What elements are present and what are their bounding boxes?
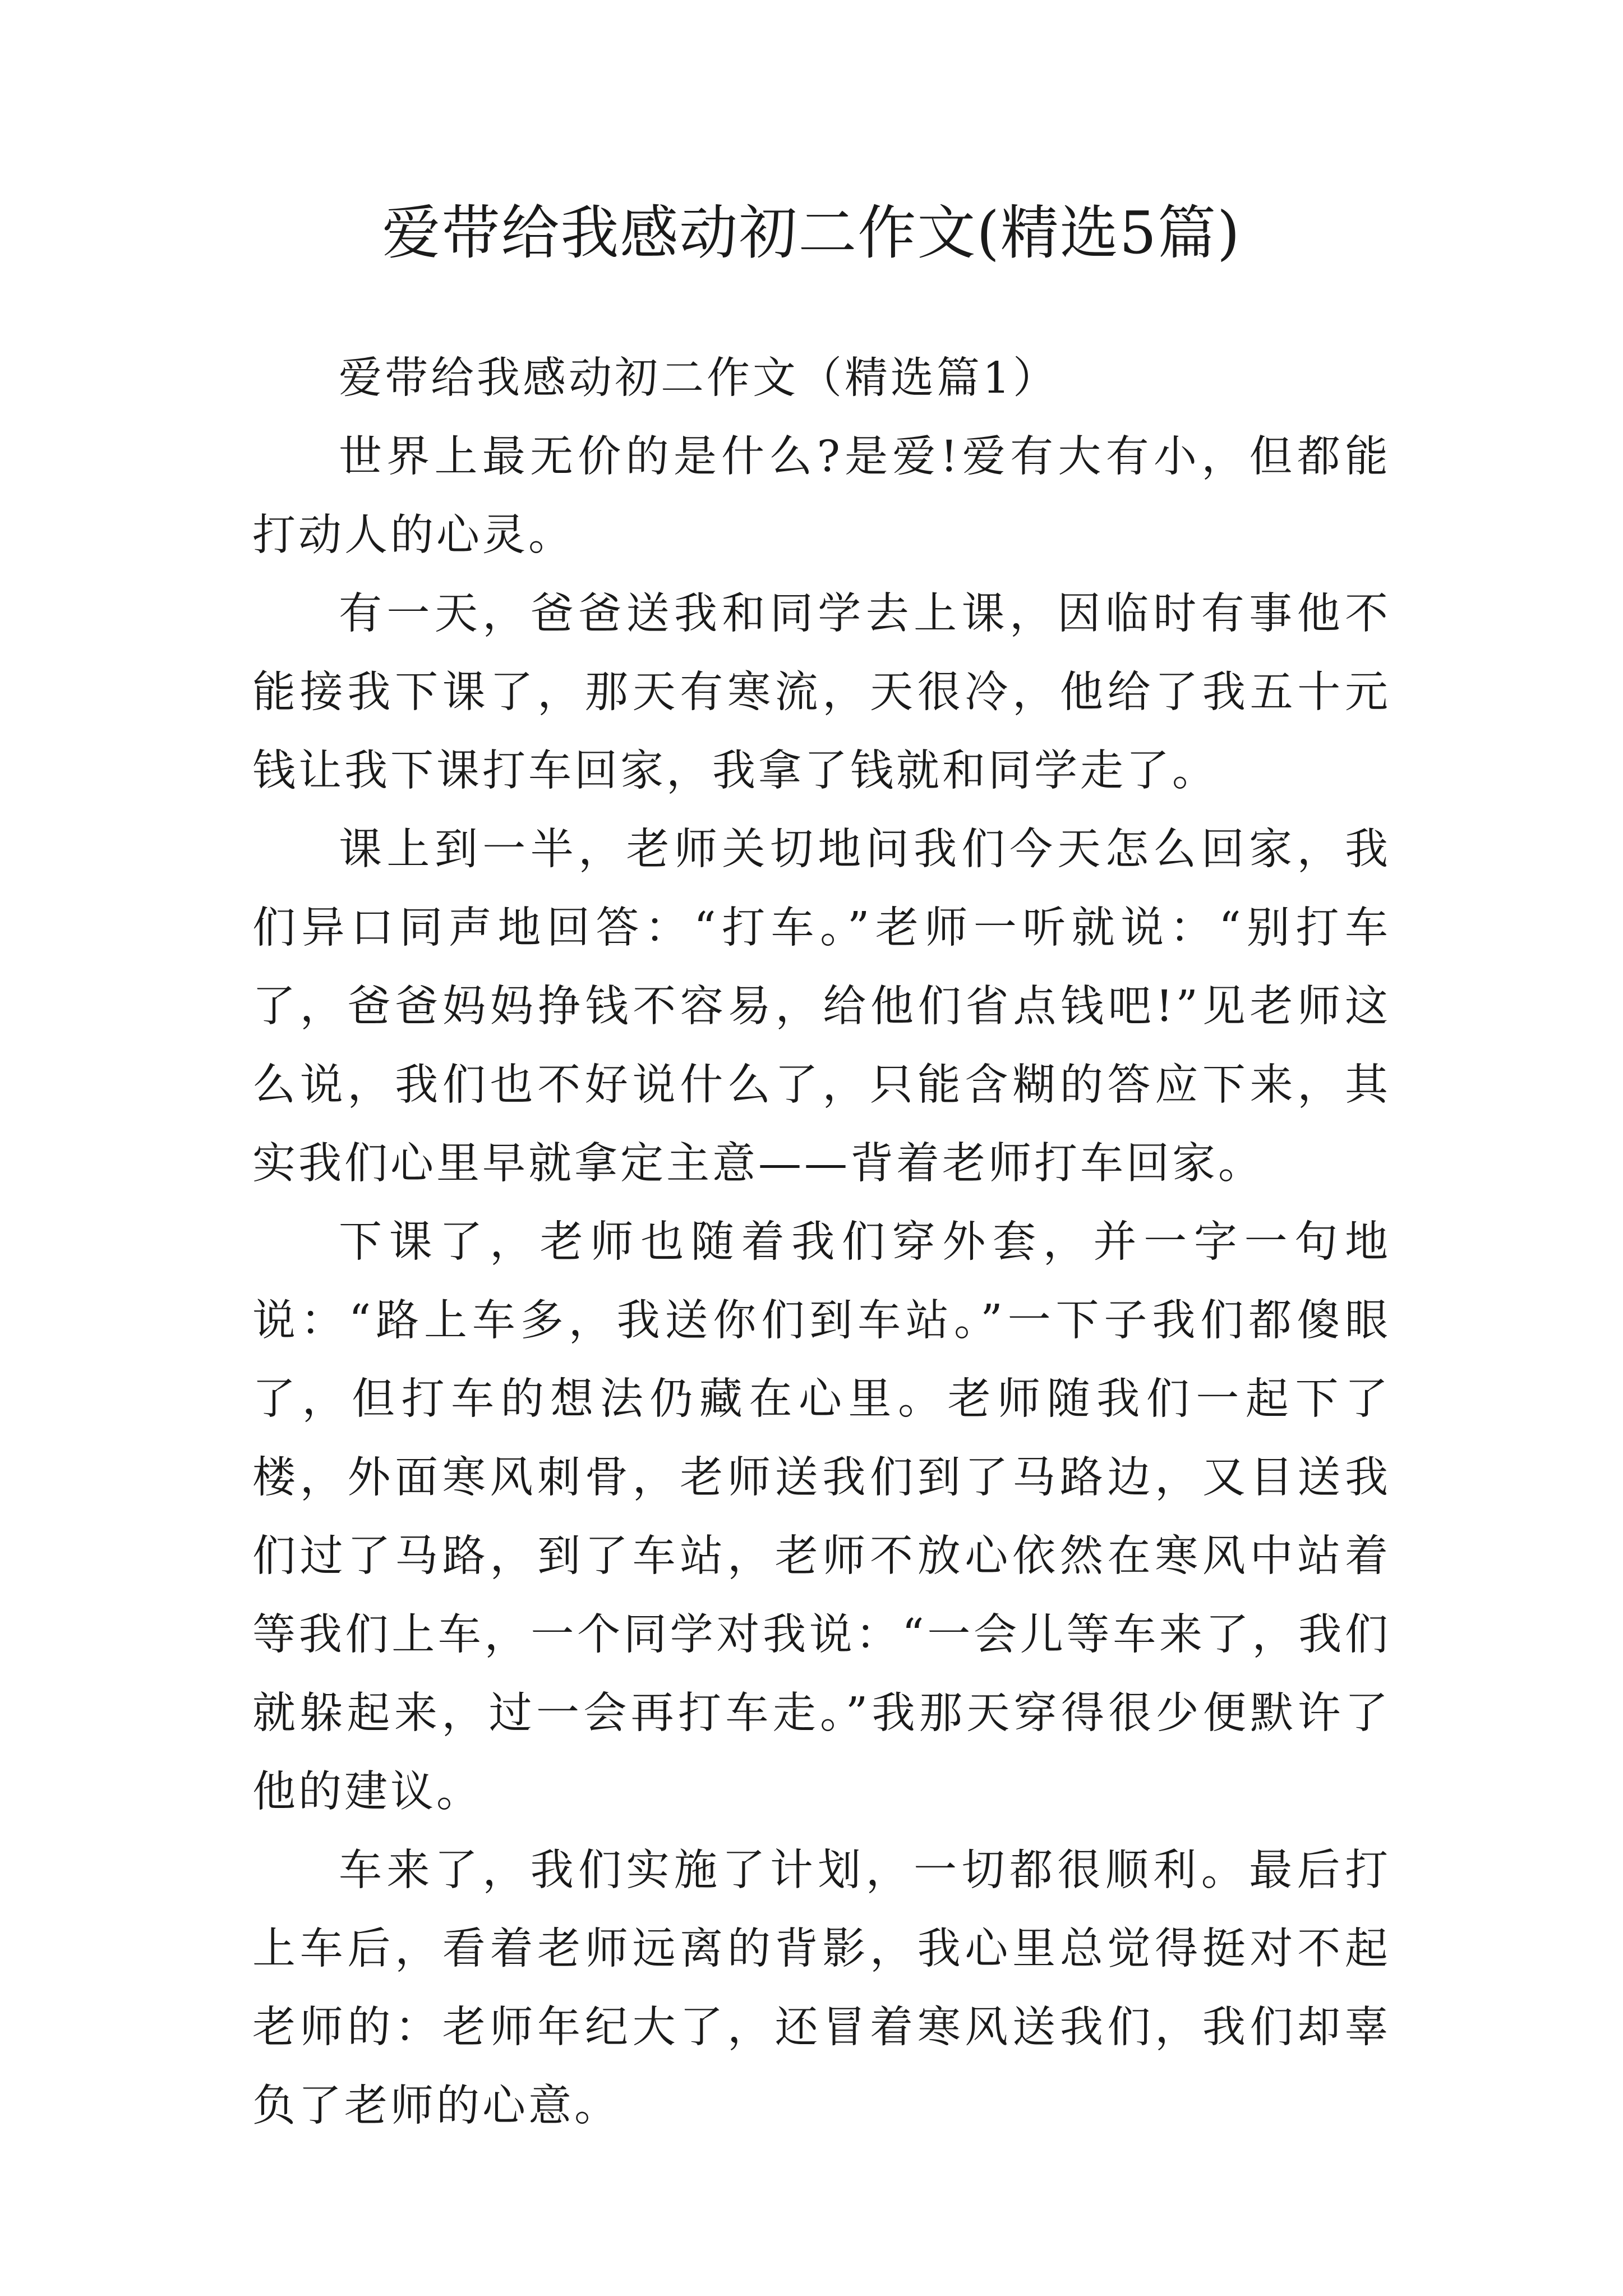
paragraph: 车来了，我们实施了计划，一切都很顺利。最后打上车后，看着老师远离的背影，我心里总觉得挺对不起老师的：老师年纪大了，还冒着寒风送我们，我们却辜负了老师的心意。 <box>252 1846 1391 2131</box>
paragraph: 下课了，老师也随着我们穿外套，并一字一句地说：“路上车多，我送你们到车站。”一下子我们都傻眼了，但打车的想法仍藏在心里。老师随我们一起下了楼，外面寒风刺骨，老师送我们到了马路边，又目送我们过了马路，到了车站，老师不放心依然在寒风中站着等我们上车，一个同学对我说：“一会儿等车来了，我们就躲起来，过一会再打车走。”我那天穿得很少便默许了他的建议。 <box>252 1217 1391 1817</box>
section-heading: 爱带给我感动初二作文（精选篇1） <box>339 353 1059 403</box>
document-title: 爱带给我感动初二作文(精选5篇) <box>382 199 1241 267</box>
paragraph: 世界上最无价的是什么?是爱!爱有大有小，但都能打动人的心灵。 <box>252 432 1391 560</box>
paragraph: 有一天，爸爸送我和同学去上课，因临时有事他不能接我下课了，那天有寒流，天很冷，他给了我五十元钱让我下课打车回家，我拿了钱就和同学走了。 <box>252 589 1391 796</box>
paragraph: 课上到一半，老师关切地问我们今天怎么回家，我们异口同声地回答：“打车。”老师一听就说：“别打车了，爸爸妈妈挣钱不容易，给他们省点钱吧!”见老师这么说，我们也不好说什么了，只能含糊的答应下来，其实我们心里早就拿定主意——背着老师打车回家。 <box>252 825 1391 1189</box>
document-body <box>252 339 1391 2146</box>
